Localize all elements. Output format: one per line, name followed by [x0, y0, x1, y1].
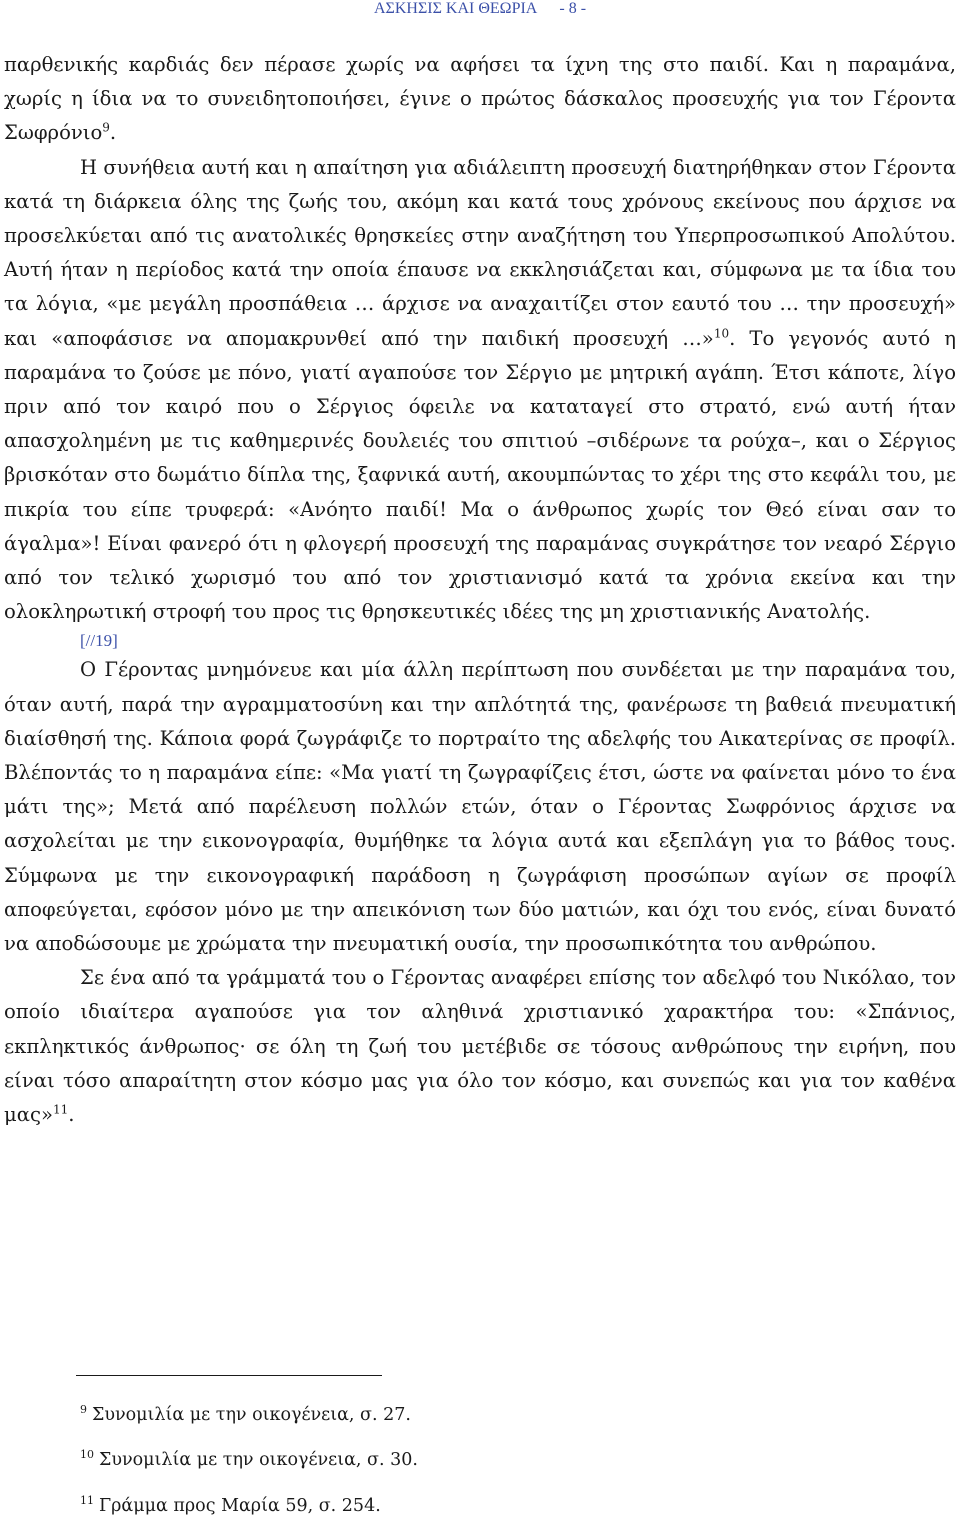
footnote-number: 11 — [80, 1494, 94, 1508]
running-title: ΑΣΚΗΣΙΣ ΚΑΙ ΘΕΩΡΙΑ — [373, 0, 538, 17]
footnote-ref-9[interactable]: 9 — [102, 120, 110, 135]
footnote-text: Συνομιλία με την οικογένεια, σ. 30. — [99, 1450, 418, 1470]
paragraph-1-text: παρθενικής καρδιάς δεν πέρασε χωρίς να αφήσει τα ίχνη της στο παιδί. Και η παραμάνα, χωρίς η ίδια να το συνειδητοποιήσει, έγινε ο πρώτος δάσκαλος προσευχής για τον Γέροντα Σωφρόνιο — [4, 53, 956, 145]
footnote-ref-11[interactable]: 11 — [52, 1102, 69, 1117]
footnote-11 — [80, 1496, 381, 1516]
footnote-separator — [76, 1375, 382, 1376]
footnote-ref-10[interactable]: 10 — [713, 326, 730, 341]
paragraph-4 — [4, 961, 956, 1132]
footnote-number: 10 — [80, 1448, 94, 1462]
paragraph-2 — [4, 151, 956, 630]
running-header — [0, 0, 960, 22]
page-number: - 8 - — [559, 0, 587, 17]
page-marker: [//19] — [80, 631, 118, 651]
paragraph-4-text: Σε ένα από τα γράμματά του ο Γέροντας αναφέρει επίσης τον αδελφό του Νικόλαο, τον οποίο ιδιαίτερα αγαπούσε για τον αληθινά χριστιανικό χαρακτήρα του: «Σπάνιος, εκπληκτικός άνθρωπος· σε όλη τη ζωή του μετέβιδε σε τόσους ανθρώπους την ειρήνη, που είναι τόσο απαραίτητη στον κόσμο μας για όλο τον κόσμο, και συνεπώς και για τον καθένα μας» — [4, 966, 956, 1127]
body-text — [4, 48, 956, 1132]
paragraph-1-end: . — [109, 121, 117, 145]
footnote-9 — [80, 1405, 411, 1425]
paragraph-2-text-b: . Το γεγονός αυτό η παραμάνα το ζούσε με πόνο, γιατί αγαπούσε τον Σέργιο με μητρική αγάπη. Έτσι κάποτε, λίγο πριν από τον καιρό που ο Σέργιος όφειλε να καταταγεί στο στρατό, ενώ αυτή ήταν απασχολημένη με τις καθημερινές δουλειές του σπιτιού –σιδέρωνε τα ρούχα–, και ο Σέργιος βρισκόταν στο δωμάτιο δίπλα της, ξαφνικά αυτή, ακουμπώντας το χέρι της στο κεφάλι του, με πικρία του είπε τρυφερά: «Ανόητο παιδί! Μα ο άνθρωπος χωρίς τον Θεό είναι σαν το άγαλμα»! Είναι φανερό ότι η φλογερή προσευχή της παραμάνας συγκράτησε τον νεαρό Σέργιο από τον τελικό χωρισμό του από τον χριστιανισμό κατά τα χρόνια εκείνα και την ολοκληρωτική στροφή του προς τις θρησκευτικές ιδέες της μη χριστιανικής Ανατολής. — [4, 326, 957, 624]
footnote-number: 9 — [80, 1403, 87, 1417]
footnote-text: Γράμμα προς Μαρία 59, σ. 254. — [99, 1496, 381, 1516]
paragraph-3: Ο Γέροντας μνημόνευε και μία άλλη περίπτωση που συνδέεται με την παραμάνα του, όταν αυτή, παρά την αγραμματοσύνη και την απλότητά της, φανέρωσε τη βαθειά πνευματική διαίσθησή της. Κάποια φορά ζωγράφιζε το πορτραίτο της αδελφής του Αικατερίνας σε προφίλ. Βλέποντάς το η παραμάνα είπε: «Μα γιατί τη ζωγραφίζεις έτσι, ώστε να φαίνεται μόνο το ένα μάτι της»; Μετά από παρέλευση πολλών ετών, όταν ο Γέροντας Σωφρόνιος άρχισε να ασχολείται με την εικονογραφία, θυμήθηκε τα λόγια αυτά και εξεπλάγη για το βάθος τους. Σύμφωνα με την εικονογραφική παράδοση η ζωγράφιση προσώπων αγίων σε προφίλ αποφεύγεται, εφόσον μόνο με την απεικόνιση των δύο ματιών, και όχι του ενός, είναι δυνατό να αποδώσουμε με χρώματα την πνευματική ουσία, την προσωπικότητα του ανθρώπου. — [4, 658, 956, 956]
paragraph-4-end: . — [68, 1103, 75, 1127]
paragraph-2-text-a: Η συνήθεια αυτή και η απαίτηση για αδιάλειπτη προσευχή διατηρήθηκαν στον Γέροντα κατά τη διάρκεια όλης της ζωής του, ακόμη και κατά τους χρόνους εκείνους που άρχισε να προσελκύεται από τις ανατολικές θρησκείες στην αναζήτηση του Υπερπροσωπικού Απολύτου. Αυτή ήταν η περίοδος κατά την οποία έπαυσε να εκκλησιάζεται και, σύμφωνα με τα ίδια του τα λόγια, «με μεγάλη προσπάθεια … άρχισε να αναχαιτίζει στον εαυτό του … την προσευχή» και «αποφάσισε να απομακρυνθεί από την παιδική προσευχή …» — [4, 155, 956, 350]
footnote-text: Συνομιλία με την οικογένεια, σ. 27. — [92, 1405, 411, 1425]
paragraph-1 — [4, 48, 956, 151]
footnote-10 — [80, 1450, 418, 1470]
